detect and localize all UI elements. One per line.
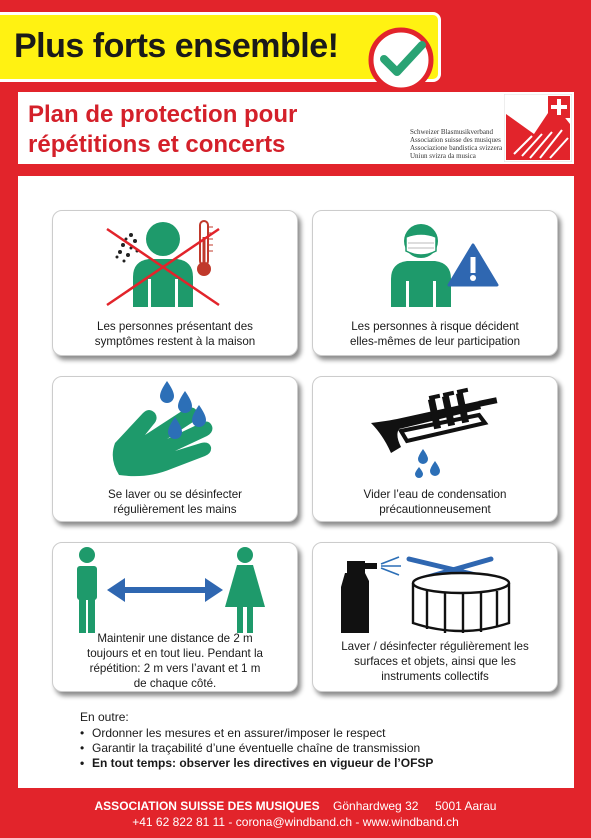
measure-caption: Vider l’eau de condensation précautionneusement <box>363 488 507 516</box>
sick-person-icon <box>93 215 233 310</box>
additional-list <box>80 726 433 771</box>
measure-caption: Les personnes à risque décident elles-mêmes de leur participation <box>349 320 521 348</box>
additional-intro: En outre: <box>80 710 129 724</box>
double-arrow-icon <box>107 578 223 602</box>
footer-web[interactable]: www.windband.ch <box>362 815 459 829</box>
spray-bottle-icon <box>341 557 401 633</box>
footer-contact: +41 62 822 81 11 - corona@windband.ch - www.windband.ch <box>132 815 459 829</box>
measure-card-hands <box>52 376 298 522</box>
measure-caption: Se laver ou se désinfecter régulièrement les mains <box>107 488 243 516</box>
cleaning-illustration <box>335 547 535 637</box>
footer-org: ASSOCIATION SUISSE DES MUSIQUES <box>94 799 320 813</box>
woman-icon <box>225 547 265 633</box>
slogan-banner <box>0 12 441 82</box>
measure-card-symptoms <box>52 210 298 356</box>
measure-caption: Maintenir une distance de 2 m toujours et en tout lieu. Pendant la répétition: 2 m vers l’avant et 1 m de chaque côté. <box>87 632 263 690</box>
list-item: • Garantir la traçabilité d’une éventuelle chaîne de transmission <box>80 741 433 756</box>
check-icon <box>366 25 436 95</box>
footer-phone: +41 62 822 81 11 <box>132 815 226 829</box>
measure-card-condensation <box>312 376 558 522</box>
man-icon <box>77 547 97 633</box>
additional-measures <box>80 710 433 771</box>
hand-icon <box>101 379 251 479</box>
trumpet-icon <box>361 379 511 479</box>
warning-icon <box>449 245 497 285</box>
measure-card-distance <box>52 542 298 692</box>
footer-email[interactable]: corona@windband.ch <box>235 815 353 829</box>
footer-street: Gönhardweg 32 <box>333 799 419 813</box>
masked-person-icon <box>373 215 513 310</box>
header-card <box>18 92 574 164</box>
distance-illustration <box>67 545 267 635</box>
footer-city: 5001 Aarau <box>435 799 497 813</box>
measure-caption: Laver / désinfecter régulièrement les surfaces et objets, ainsi que les instruments collectifs <box>341 640 529 683</box>
association-names: Schweizer Blasmusikverband Association suisse des musiques Associazione bandistica svizzera Uniun svizra da musica <box>410 128 503 160</box>
plan-title: Plan de protection pour répétitions et concerts <box>28 101 298 158</box>
slogan-text: Plus forts ensemble! <box>14 27 339 65</box>
measure-card-disinfect <box>312 542 558 692</box>
list-item: • Ordonner les mesures et en assurer/imposer le respect <box>80 726 433 741</box>
footer-address <box>0 799 591 813</box>
measure-card-risk <box>312 210 558 356</box>
measure-caption: Les personnes présentant des symptômes restent à la maison <box>94 320 256 348</box>
drum-icon <box>413 573 509 633</box>
thermometer-icon <box>197 221 213 276</box>
list-item: • En tout temps: observer les directives en vigueur de l’OFSP <box>80 756 433 771</box>
association-logo <box>504 94 572 162</box>
